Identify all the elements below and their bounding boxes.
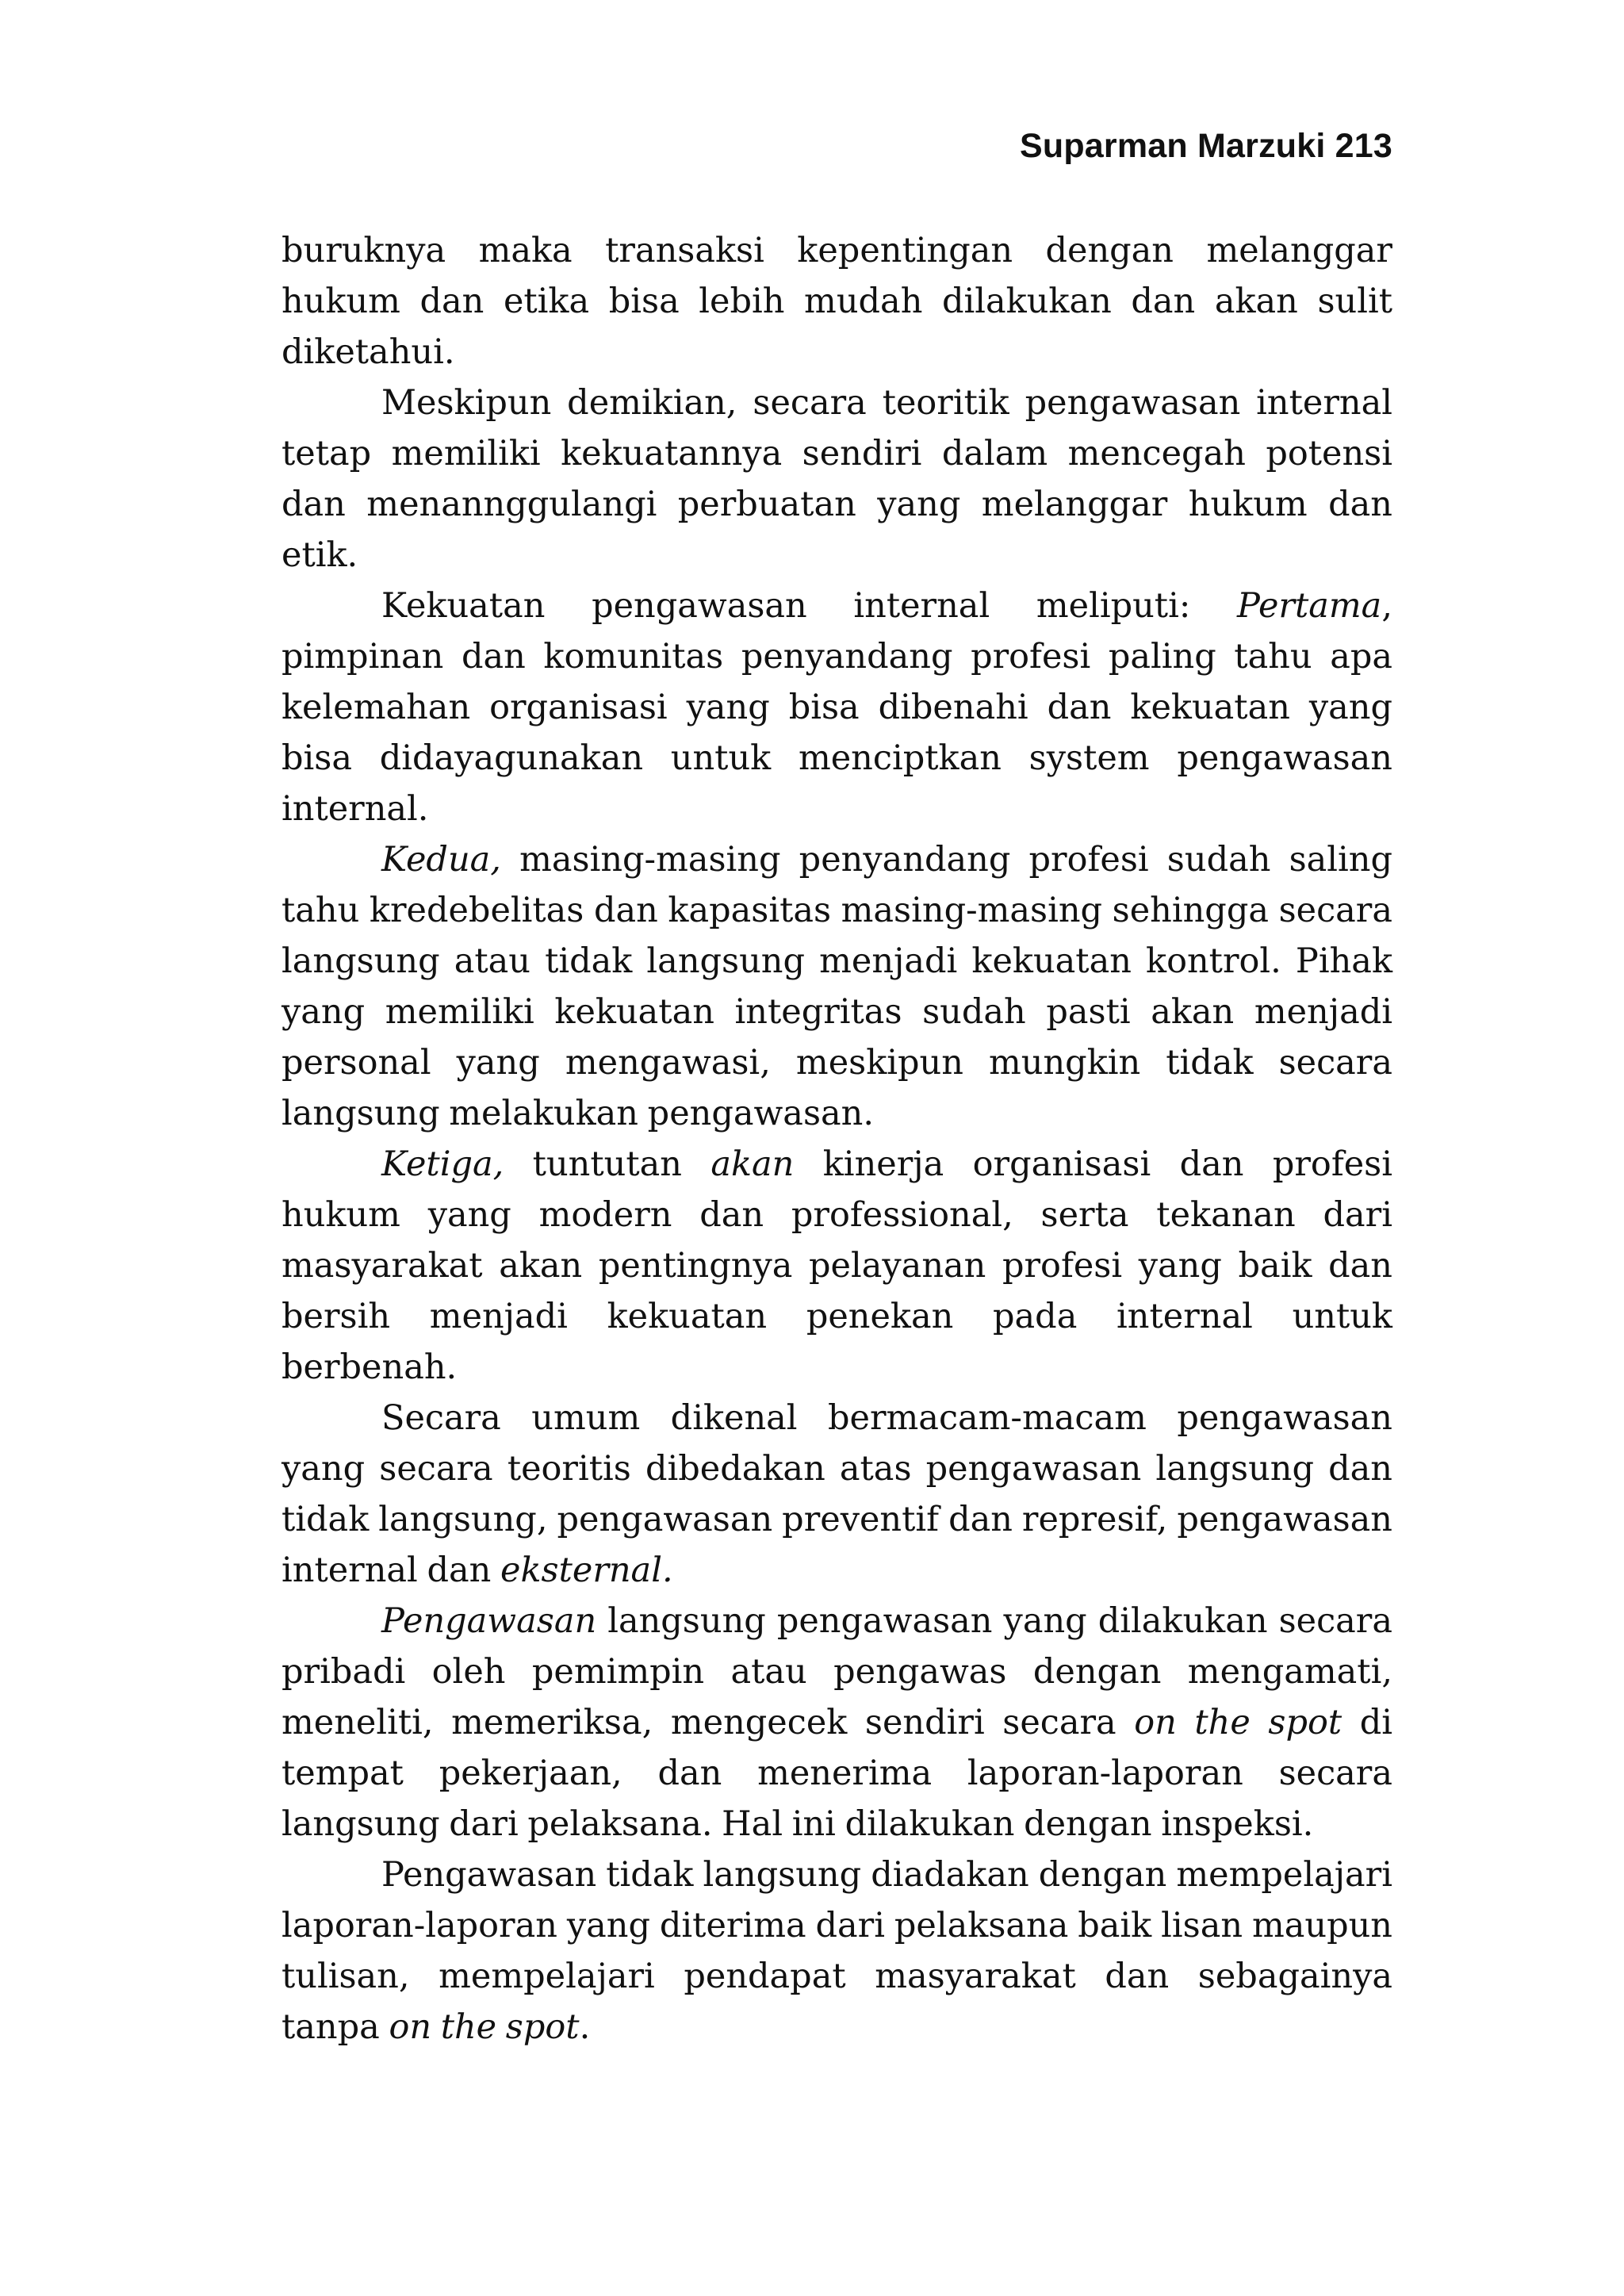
italic-term: eksternal. xyxy=(500,1550,673,1590)
italic-term: Ketiga, xyxy=(381,1144,504,1184)
body-text xyxy=(282,225,1392,2053)
text-run: , pimpinan dan komunitas penyandang profesi paling tahu apa kelemahan organisasi yang bisa dibenahi dan kekuatan yang bisa didayagunakan untuk menciptkan system pengawasan internal. xyxy=(282,586,1392,829)
paragraph xyxy=(282,1849,1392,2053)
italic-term: Kedua, xyxy=(381,840,501,880)
text-run: langsung pengawasan yang dilakukan secara pribadi oleh pemimpin atau pengawas dengan mengamati, meneliti, memeriksa, mengecek sendiri secara xyxy=(282,1601,1392,1742)
text-run: Secara umum dikenal bermacam-macam pengawasan yang secara teoritis dibedakan atas pengawasan langsung dan tidak langsung, pengawasan preventif dan represif, pengawasan internal dan xyxy=(282,1398,1392,1590)
text-run: tuntutan xyxy=(504,1144,711,1184)
paragraph xyxy=(282,378,1392,581)
italic-term: akan xyxy=(710,1144,795,1184)
text-run: . xyxy=(579,2007,591,2047)
italic-term: on the spot xyxy=(1134,1703,1342,1742)
text-run: Meskipun demikian, secara teoritik pengawasan internal tetap memiliki kekuatannya sendiri dalam mencegah potensi dan menannggulangi perbuatan yang melanggar hukum dan etik. xyxy=(282,383,1392,575)
text-run: kinerja organisasi dan profesi hukum yang modern dan professional, serta tekanan dari masyarakat akan pentingnya pelayanan profesi yang baik dan bersih menjadi kekuatan penekan pada internal untuk berbenah. xyxy=(282,1144,1392,1387)
text-run: Pengawasan tidak langsung diadakan dengan mempelajari laporan-laporan yang diterima dari pelaksana baik lisan maupun tulisan, mempelajari pendapat masyarakat dan sebagainya tanpa xyxy=(282,1855,1392,2047)
paragraph xyxy=(282,1393,1392,1596)
text-run: di tempat pekerjaan, dan menerima laporan-laporan secara langsung dari pelaksana. Hal ini dilakukan dengan inspeksi. xyxy=(282,1703,1392,1844)
running-header: Suparman Marzuki 213 xyxy=(1019,127,1392,165)
paragraph xyxy=(282,581,1392,834)
text-run: Kekuatan pengawasan internal meliputi: xyxy=(381,586,1237,626)
text-run: masing-masing penyandang profesi sudah saling tahu kredebelitas dan kapasitas masing-masing sehingga secara langsung atau tidak langsung menjadi kekuatan kontrol. Pihak yang memiliki kekuatan integritas sudah pasti akan menjadi personal yang mengawasi, meskipun mungkin tidak secara langsung melakukan pengawasan. xyxy=(282,840,1392,1133)
text-run: buruknya maka transaksi kepentingan dengan melanggar hukum dan etika bisa lebih mudah dilakukan dan akan sulit diketahui. xyxy=(282,231,1392,372)
paragraph xyxy=(282,1139,1392,1393)
italic-term: Pengawasan xyxy=(381,1601,597,1641)
paragraph xyxy=(282,1596,1392,1849)
italic-term: Pertama xyxy=(1236,586,1382,626)
italic-term: on the spot xyxy=(389,2007,580,2047)
paragraph xyxy=(282,834,1392,1139)
paragraph xyxy=(282,225,1392,378)
